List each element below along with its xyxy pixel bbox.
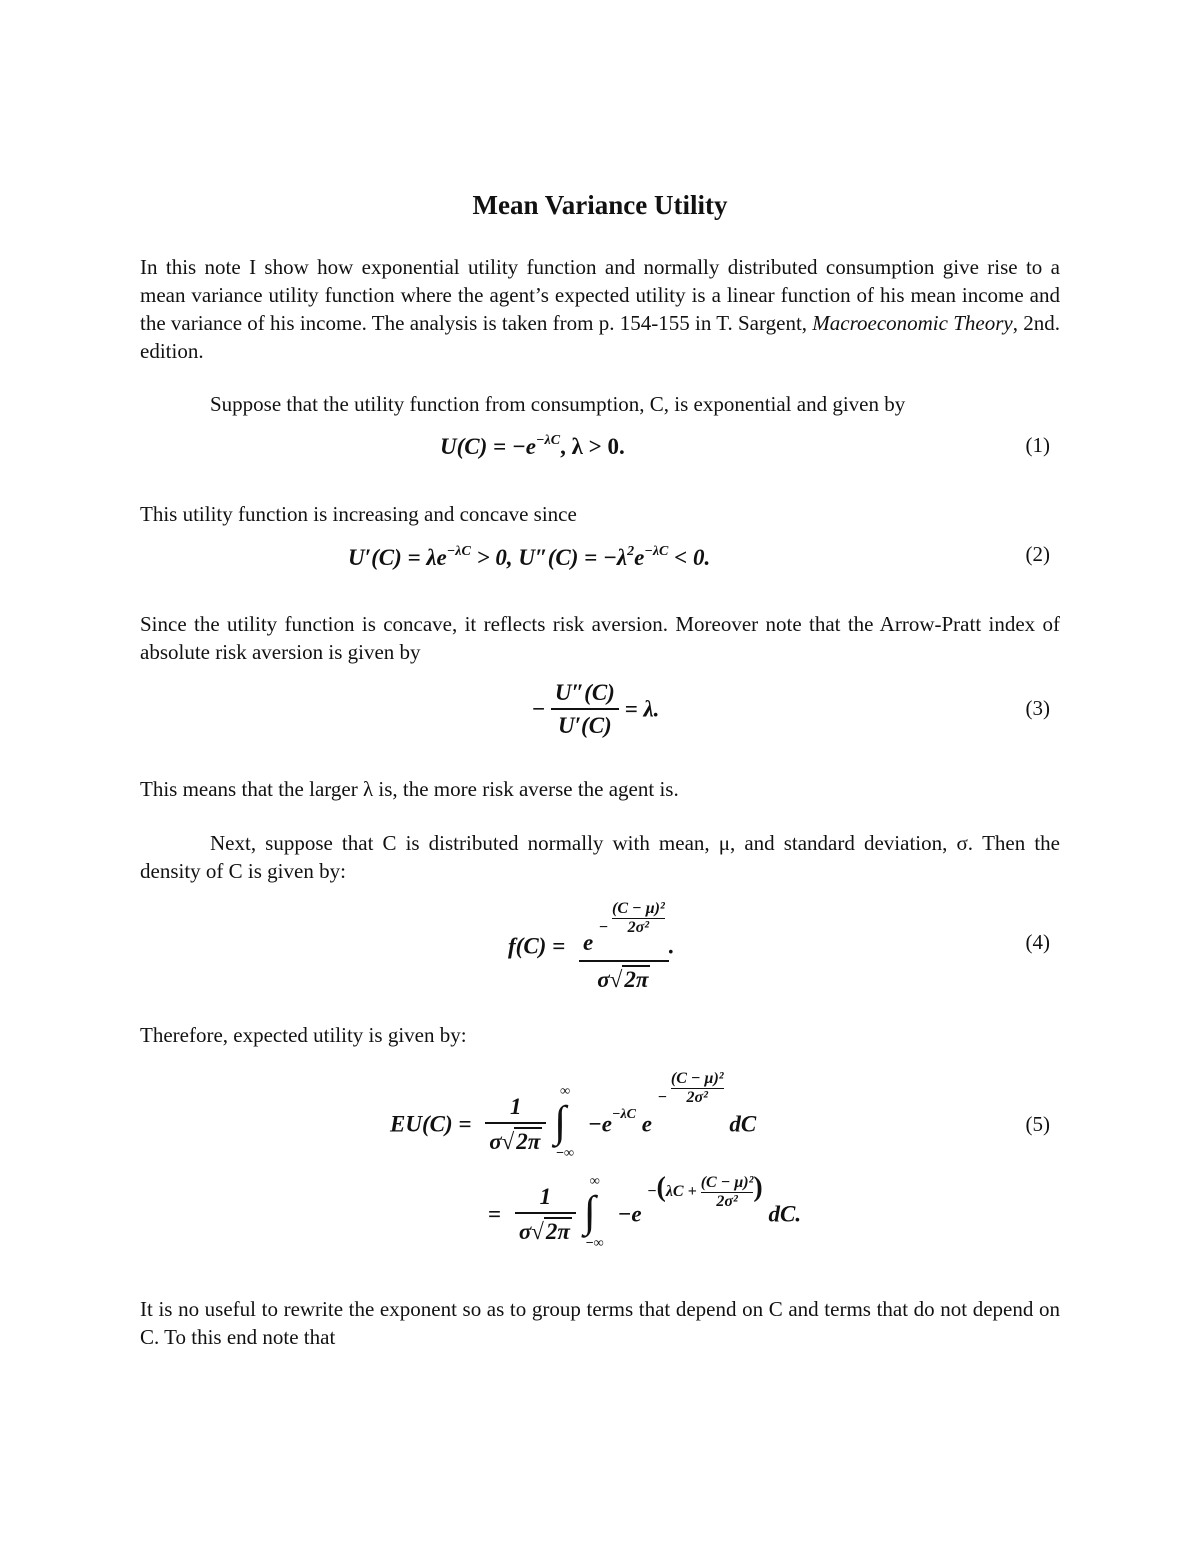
suppose-paragraph: Suppose that the utility function from consumption, C, is exponential and given by <box>210 392 906 416</box>
equation-3 <box>532 680 659 739</box>
eq5-integrand-1: −e <box>587 1111 612 1137</box>
eq4-lhs: f(C) = <box>508 933 566 959</box>
equation-4 <box>508 900 675 993</box>
eq5-prefactor-den-1: σ√2π <box>489 1129 541 1155</box>
equation-number-1: (1) <box>1025 433 1050 457</box>
eq5-equals: = <box>488 1201 502 1227</box>
eq2-exponent-c: −λC <box>644 544 669 559</box>
eq2-square: 2 <box>627 544 635 559</box>
eq5-prefactor-1 <box>485 1094 546 1155</box>
eq2-exponent-a: −λC <box>446 544 471 559</box>
concave-paragraph: Since the utility function is concave, it reflects risk aversion. Moreover note that the Arrow-Pratt index of absolute risk aversion is given by <box>140 612 1060 664</box>
eq5-sigma-1: σ <box>489 1129 502 1155</box>
equation-5-line-2 <box>488 1172 801 1250</box>
eq5-exponent-3: −(λC + $\frac{\text{(C − μ)²}}{\text{2σ²}}$ ) <box>647 1172 763 1210</box>
book-title: Macroeconomic Theory <box>812 311 1013 335</box>
eq4-denominator: σ√2π <box>597 967 649 992</box>
eq2-first-derivative: U′(C) = λe <box>348 545 447 570</box>
next-paragraph: Next, suppose that C is distributed normally with mean, μ, and standard deviation, σ. Then the density of C is given by: <box>140 831 1060 883</box>
means-paragraph: This means that the larger λ is, the more risk averse the agent is. <box>140 777 679 801</box>
eq5-sigma-2: σ <box>518 1219 532 1245</box>
therefore-paragraph: Therefore, expected utility is given by: <box>140 1023 467 1047</box>
intro-text-1: In this note I show how exponential utility function and normally distributed consumption give rise to a mean variance utility function where the agent’s expected utility is a linear function of his mean income and the variance of his income. The analysis is taken from p. 154-155 in T. Sargent, <box>140 255 1060 335</box>
eq5-root-2: 2π <box>545 1219 570 1245</box>
eq5-root-1: 2π <box>516 1129 541 1155</box>
eq4-numerator <box>579 900 669 962</box>
equation-2 <box>348 545 710 571</box>
eq5-prefactor-den-2: σ√2π <box>518 1219 570 1245</box>
eq5-exponent-3-numerator: (C − μ)² <box>700 1173 754 1191</box>
eq5-exponent-3-denominator: 2σ² <box>716 1192 738 1210</box>
eq5-prefactor-2 <box>515 1184 576 1245</box>
equation-1 <box>440 434 625 460</box>
intro-text-2: , 2nd. edition. <box>140 311 1061 363</box>
eq4-fraction <box>579 900 669 993</box>
equation-number-2: (2) <box>1025 542 1050 566</box>
equation-number-4: (4) <box>1025 930 1050 954</box>
page-title: Mean Variance Utility <box>472 190 728 220</box>
eq5-differential-2: dC. <box>768 1201 802 1227</box>
eq5-exponent-3-lead: λC + <box>665 1183 697 1200</box>
eq5-exponent-2-numerator: (C − μ)² <box>670 1070 724 1087</box>
eq5-exponent-2-denominator: 2σ² <box>686 1089 708 1106</box>
integral-lower-limit-2: −∞ <box>585 1235 604 1251</box>
eq1-rhs: , λ > 0. <box>560 434 625 459</box>
eq5-lhs: EU(C) = <box>390 1111 472 1137</box>
eq4-base: e <box>582 930 594 955</box>
eq5-integrand-2: −e <box>617 1201 642 1227</box>
integral-lower-limit-1: −∞ <box>556 1145 575 1161</box>
eq5-exponent-1: −λC <box>611 1106 637 1122</box>
eq4-root: 2π <box>624 967 649 992</box>
integral-sign-1: ∞ ∫ −∞ <box>554 1083 575 1161</box>
eq2-tail: < 0. <box>668 545 711 570</box>
eq3-numerator: U″(C) <box>551 680 619 710</box>
eq5-base-2: e <box>641 1111 652 1137</box>
eq4-exponent: − $\frac{\text{(C − μ)²}}{\text{2σ²}}$ <box>598 900 665 936</box>
eq1-exponent: −λC <box>536 433 561 448</box>
integral-upper-limit-2: ∞ <box>589 1173 600 1189</box>
eq1-lhs: U(C) = −e <box>440 434 537 459</box>
eq5-one-2: 1 <box>515 1184 576 1214</box>
equation-5-line-1 <box>390 1070 756 1160</box>
eq2-second-derivative: > 0, U″(C) = −λ <box>470 545 628 570</box>
eq4-exponent-denominator: 2σ² <box>627 919 650 936</box>
eq5-one-1: 1 <box>485 1094 546 1124</box>
intro-paragraph <box>140 253 1060 365</box>
useful-paragraph: It is no useful to rewrite the exponent so as to group terms that depend on C and terms that do not depend on C. To this end note that <box>140 1297 1060 1349</box>
eq4-tail: . <box>668 933 675 959</box>
eq4-exponent-numerator: (C − μ)² <box>612 900 665 917</box>
equation-number-3: (3) <box>1025 696 1050 720</box>
eq3-minus: − <box>532 696 546 722</box>
eq4-sigma: σ <box>597 967 610 992</box>
integral-upper-limit-1: ∞ <box>560 1083 571 1099</box>
eq2-base: e <box>634 545 645 570</box>
increasing-paragraph: This utility function is increasing and concave since <box>140 502 577 526</box>
eq5-differential-1: dC <box>729 1111 757 1137</box>
eq3-fraction <box>551 680 619 739</box>
eq3-rhs: = λ. <box>624 696 660 722</box>
equation-number-5: (5) <box>1025 1112 1050 1136</box>
eq3-denominator: U′(C) <box>557 713 612 738</box>
integral-sign-2: ∞ ∫ −∞ <box>583 1173 604 1251</box>
eq5-exponent-2: − $\frac{\text{(C − μ)²}}{\text{2σ²}}$ <box>657 1070 724 1106</box>
